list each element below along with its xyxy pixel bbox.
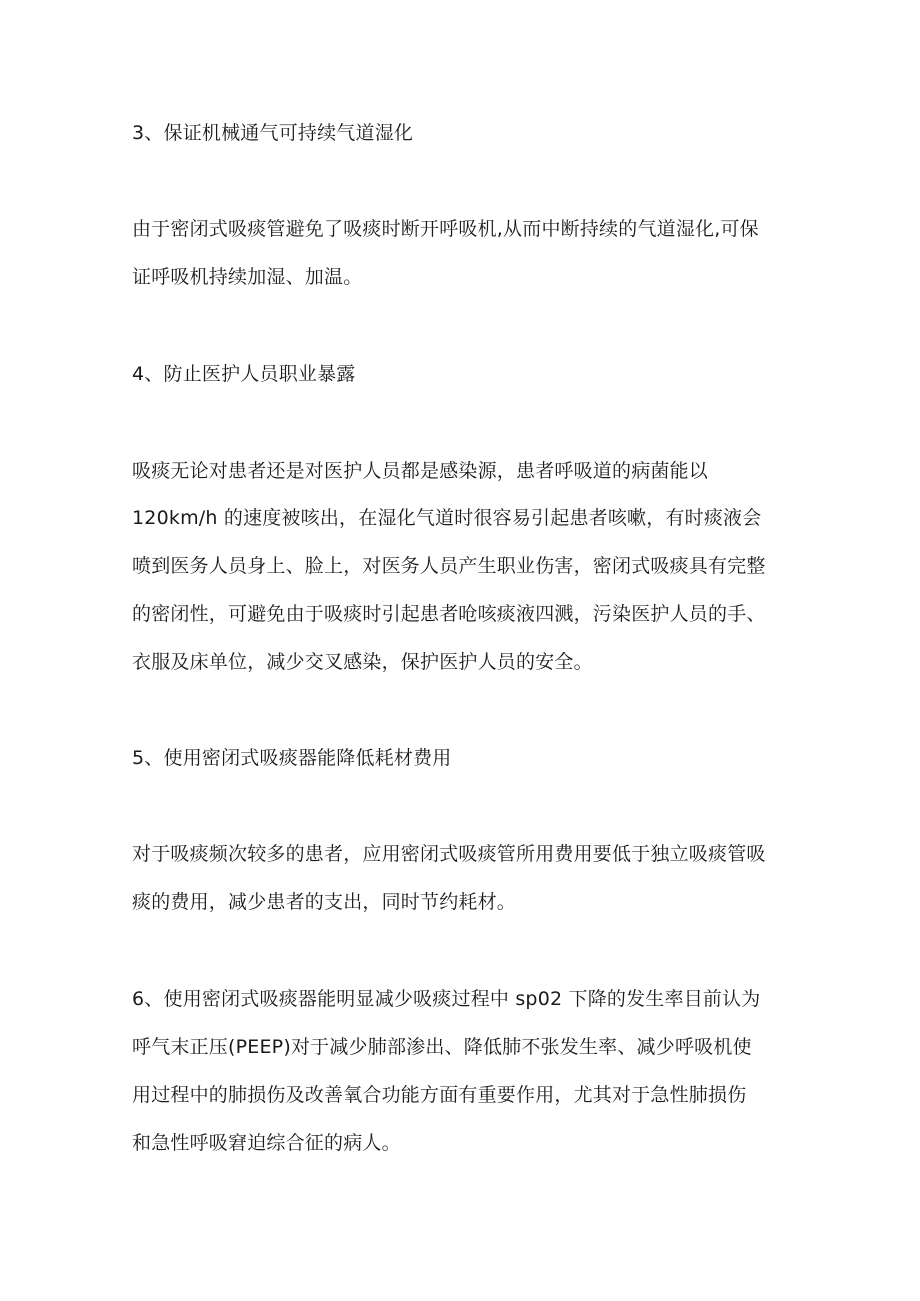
section-4-body-line: 120km/h 的速度被咳出，在湿化气道时很容易引起患者咳嗽，有时痰液会 bbox=[132, 507, 762, 529]
section-5-body-line: 痰的费用，减少患者的支出，同时节约耗材。 bbox=[132, 891, 517, 913]
section-4-body-line: 的密闭性，可避免由于吸痰时引起患者呛咳痰液四溅，污染医护人员的手、 bbox=[132, 603, 766, 625]
section-4-body-line: 衣服及床单位，减少交叉感染，保护医护人员的安全。 bbox=[132, 651, 593, 673]
section-4-heading: 4、防止医护人员职业暴露 bbox=[132, 363, 356, 385]
section-3-body-line: 证呼吸机持续加湿、加温。 bbox=[132, 266, 363, 288]
section-5-heading: 5、使用密闭式吸痰器能降低耗材费用 bbox=[132, 747, 452, 769]
section-4-body-line: 吸痰无论对患者还是对医护人员都是感染源，患者呼吸道的病菌能以 bbox=[132, 460, 709, 482]
section-5-body-line: 对于吸痰频次较多的患者，应用密闭式吸痰管所用费用要低于独立吸痰管吸 bbox=[132, 843, 766, 865]
section-6-heading: 6、使用密闭式吸痰器能明显减少吸痰过程中 sp02 下降的发生率目前认为 bbox=[132, 988, 761, 1010]
section-6-body-line: 和急性呼吸窘迫综合征的病人。 bbox=[132, 1132, 401, 1154]
section-6-body-line: 用过程中的肺损伤及改善氧合功能方面有重要作用，尤其对于急性肺损伤 bbox=[132, 1084, 747, 1106]
section-6-body-line: 呼气末正压(PEEP)对于减少肺部渗出、降低肺不张发生率、减少呼吸机使 bbox=[132, 1036, 752, 1058]
section-3-body-line: 由于密闭式吸痰管避免了吸痰时断开呼吸机,从而中断持续的气道湿化,可保 bbox=[132, 218, 759, 240]
section-3-heading: 3、保证机械通气可持续气道湿化 bbox=[132, 122, 414, 144]
section-4-body-line: 喷到医务人员身上、脸上，对医务人员产生职业伤害，密闭式吸痰具有完整 bbox=[132, 555, 766, 577]
